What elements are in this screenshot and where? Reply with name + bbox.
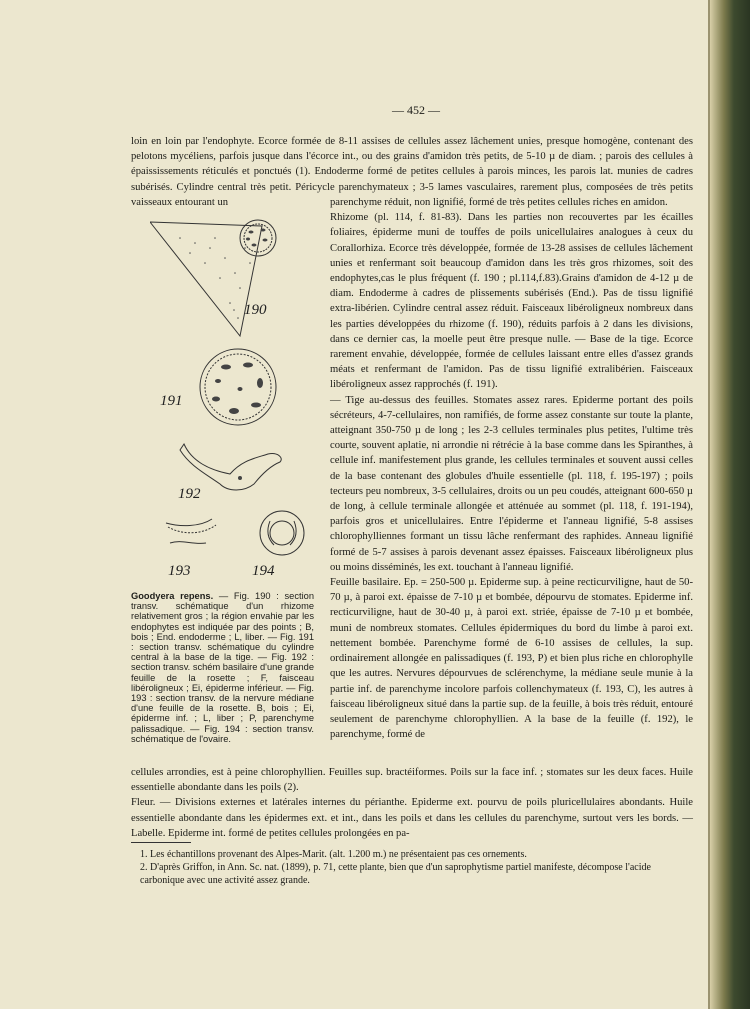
text-right: parenchyme réduit, non lignifié, formé de très petites cellules riches en amidon. Rhizome (pl. 114, f. 81-83). Dans les parties non recouvertes par les écailles foliaires, épiderme muni de touffes de poils unicellulaires analogues à ceux du Corallorhiza. Ecorce très développée, formée de 13-28 assises de cellules lâchement unies et renfermant soit beaucoup d'amidon dans les très gros rhizomes, soit des endophytes,cas le plus fréquent (f. 190 ; pl.114,f.83).Grains d'amidon de 4-12 µ de diam. Endoderme à cadres de plissements subérisés (End.). Pas de tissu lignifié extra-libérien. Cylindre central assez réduit. Faisceaux libéroligneux nombreux dans les parties développées du rhizome (f. 190), réduits parfois à 2 dans les divisions, dans ce dernier cas, la moelle peut être presque nulle. — Base de la tige. Ecorce rarement envahie, développée, formée de cellules laissant entre elles d'assez grands méats et renfermant de l'amidon. Pas de tissu lignifié extralibérien. Faisceaux libéroligneux assez rapprochés (f. 191). — Tige au-dessus des feuilles. Stomates assez rares. Epiderme portant des poils sécréteurs, 4-7-cellulaires, non ramifiés, de forme assez constante sur toute la plante, atteignant 350-750 µ de long ; les 2-3 cellules terminales plus petites, l'ultime très courte, souvent aplatie, ni arrondie ni rétrécie à la base comme dans les Spiranthes, à cellule inf. manifestement plus grande, les cellules terminales et souvent aussi celles de la base contenant des globules d'huile essentielle (pl. 118, f. 195-197) ; poils tecteurs peu nombreux, 3-5 cellulaires, droits ou un peu coudés, atteignant 600-650 µ de long, à cellule terminale allongée et atténuée au sommet (pl. 118, f. 191-194), parfois gros et unicellulaires. Entre l'épiderme et l'anneau lignifié, 5-8 assises chlorophylliennes formant un tissu lâche renfermant des raphides. Anneau lignifié formé de 5-7 assises à parois devenant assez épaisses. Faisceaux libéroligneux plus ou moins disséminés, les ext. touchant à l'anneau lignifié. Feuille basilaire. Ep. = 250-500 µ. Epiderme sup. à peine recticurviligne, haut de 50-70 µ, à paroi ext. épaisse de 7-10 µ et bombée, dépourvu de stomates. Epiderme inf. recticurviligne, haut de 30-40 µ, à paroi ext. striée, épaisse de 7-10 µ et bombée, muni de nombreux stomates. Cellules épidermiques du bord du limbe à paroi ext. nettement bombée. Parenchyme formé de 6-10 assises de cellules, la sup. ordinairement allongée en palissadiques (f. 193, P) et bien plus riche en chlorophylle que les autres. Nervures dépourvues de sclérenchyme, la médiane seule munie à la partie inf. de parenchyme incolore parfois collenchymateux (f. 193, C), les autres à faisceau libéroligneux situé dans la partie sup. de la feuille, à bois très réduit, entouré seulement de parenchyme chlorophyllien. A la base de la feuille (f. 192), le parenchyme, formé de (330, 197, 693, 741)
book-binding (710, 0, 750, 1009)
figure-caption (131, 591, 314, 744)
text-top: loin en loin par l'endophyte. Ecorce formée de 8-11 assises de cellules assez lâchement unies, presque homogène, contenant des pelotons mycéliens, parfois jusque dans l'écorce int., ou des grains d'amidon très petits, de 5-10 µ de diam. ; parois des cellules à épaississements réticulés et ponctués (1). Endoderme formé de petites cellules à parois minces, les parois lat. munies de cadres subérisés. Cylindre central très petit. Péricycle parenchymateux ; 3-5 lames vasculaires, rarement plus, composées de très petits vaisseaux entourant un (131, 136, 693, 208)
figure-label-190: 190 (244, 302, 267, 318)
caption-text: — Fig. 190 : section transv. schématique d'un rhizome relativement gros ; la région envahie par les endophytes est indiquée par des points ; B, bois ; End. endoderme ; L, liber. — Fig. 191 : section transv. schématique du cylindre central à la base de la tige. — Fig. 192 : section transv. schém basilaire d'une grande feuille de la rosette ; F, faisceau libéroligneux ; Ei, épiderme inférieur. — Fig. 193 : section transv. de la nervure médiane d'une feuille de la rosette. B, bois ; Ei, épiderme inf. ; L, liber ; P, parenchyme palissadique. — Fig. 194 : section transv. schématique de l'ovaire. (131, 591, 314, 744)
figure-label-192: 192 (178, 486, 201, 502)
figure-192 (170, 440, 300, 505)
figure-label-191: 191 (160, 393, 183, 409)
footnote-1: 1. Les échantillons provenant des Alpes-Marit. (alt. 1.200 m.) ne présentaient pas ces ornements. (140, 849, 527, 860)
paragraph-right-column (330, 195, 693, 742)
figure-label-193: 193 (168, 563, 191, 579)
figure-193-194 (162, 505, 312, 585)
footnote-divider (131, 842, 191, 843)
page-number: — 452 — (392, 103, 440, 117)
figure-191 (160, 345, 300, 440)
footnote-2: 2. D'après Griffon, in Ann. Sc. nat. (1899), p. 71, cette plante, bien que d'un saprophytisme partiel manifeste, décompose l'acide carbonique avec une activité assez grande. (140, 861, 651, 886)
paragraph-bottom (131, 765, 693, 841)
caption-title: Goodyera repens. (131, 591, 214, 601)
figure-190 (150, 218, 300, 338)
footnotes (140, 849, 695, 887)
text-bottom: cellules arrondies, est à peine chlorophyllien. Feuilles sup. bractéiformes. Poils sur la face inf. ; stomates sur les deux faces. Huile essentielle abondante dans les poils (2). Fleur. — Divisions externes et latérales internes du périanthe. Epiderme ext. pourvu de poils pluricellulaires abondants. Huile essentielle abondante dans les épidermes ext. et int., dans les poils et dans les cellules du parenchyme, surtout vers les bords. — Labelle. Epiderme int. formé de petites cellules prolongées en pa- (131, 767, 693, 839)
figure-label-194: 194 (252, 563, 275, 579)
